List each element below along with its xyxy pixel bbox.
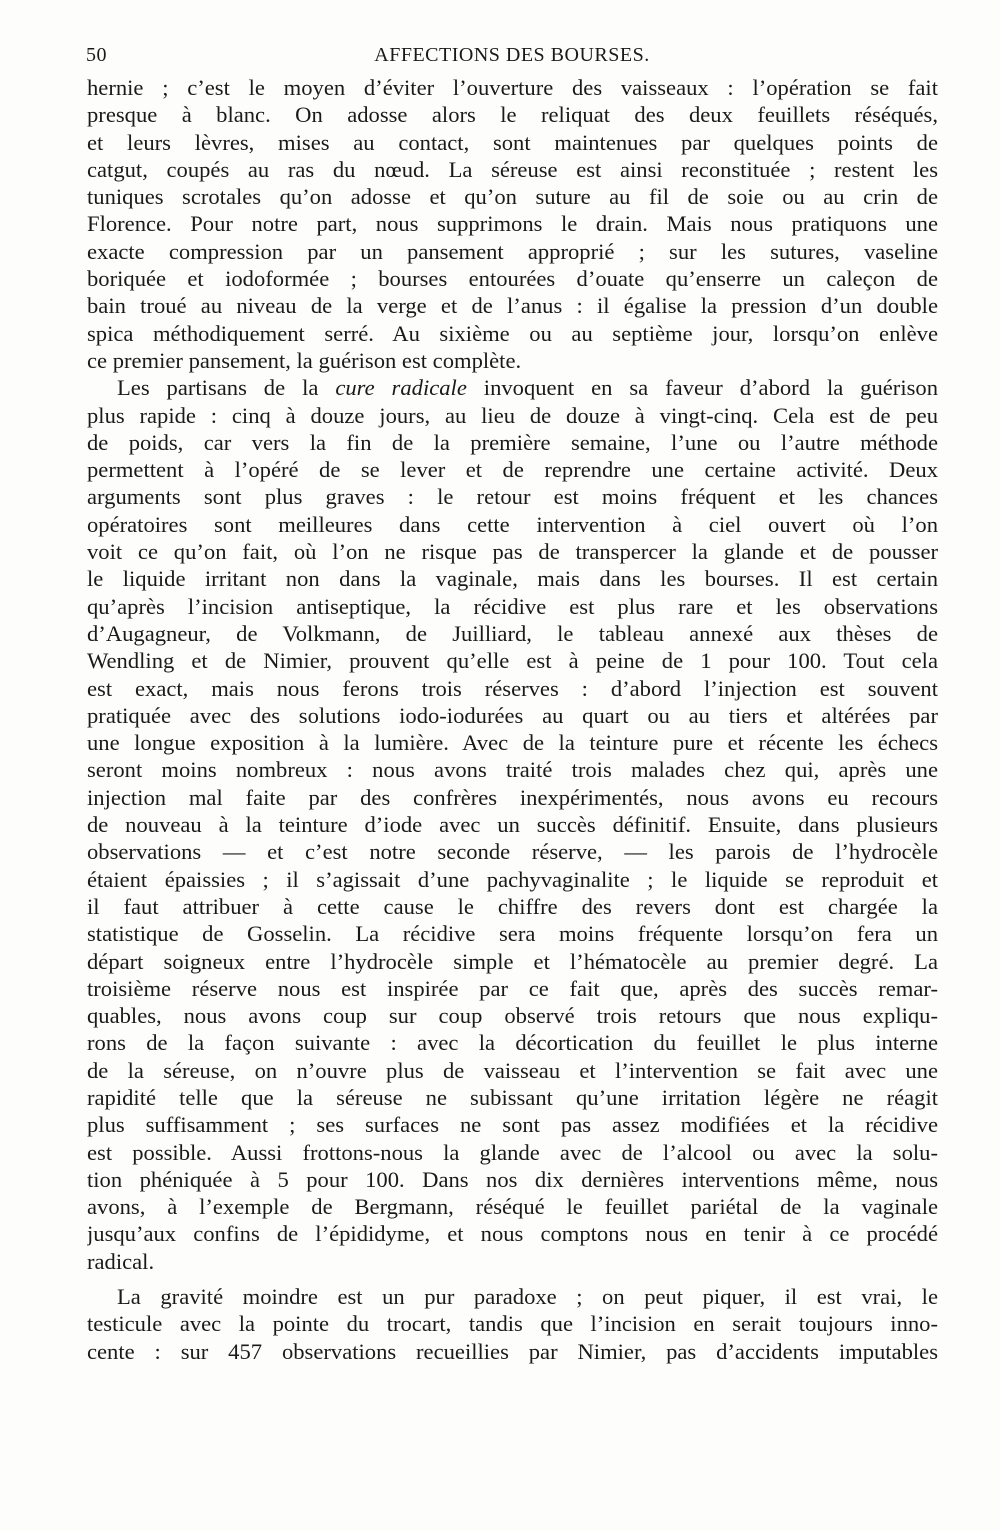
- text-line: de la séreuse, on n’ouvre plus de vaisseau et l’intervention se fait avec une: [87, 1057, 938, 1083]
- text-line: exacte compression par un pansement approprié ; sur les sutures, vaseline: [87, 238, 938, 264]
- text-line: opératoires sont meilleures dans cette intervention à ciel ouvert où l’on: [87, 511, 938, 537]
- text-line: et leurs lèvres, mises au contact, sont maintenues par quelques points de: [87, 129, 938, 155]
- paragraph-gap: [87, 1275, 938, 1283]
- text-line: pratiquée avec des solutions iodo-iodurées au quart ou au tiers et altérées par: [87, 702, 938, 728]
- text-line: voit ce qu’on fait, où l’on ne risque pas de transpercer la glande et de pousser: [87, 539, 938, 565]
- paragraph: [87, 374, 938, 1275]
- text-line: plus rapide : cinq à douze jours, au lieu de douze à vingt-cinq. Cela est de peu: [87, 402, 938, 428]
- text-line: cente : sur 457 observations recueillies par Nimier, pas d’accidents imputables: [87, 1338, 938, 1364]
- page-number: 50: [86, 44, 107, 66]
- running-head: [86, 40, 938, 72]
- text-line: hernie ; c’est le moyen d’éviter l’ouverture des vaisseaux : l’opération se fait: [87, 75, 938, 100]
- text-line: Florence. Pour notre part, nous supprimons le drain. Mais nous pratiquons une: [87, 211, 938, 237]
- text-line: de nouveau à la teinture d’iode avec un succès définitif. Ensuite, dans plusieurs: [87, 812, 938, 838]
- text-line: le liquide irritant non dans la vaginale, mais dans les bourses. Il est certain: [87, 566, 938, 592]
- text-line: ce premier pansement, la guérison est complète.: [87, 347, 522, 373]
- text-line: rons de la façon suivante : avec la décortication du feuillet le plus interne: [87, 1030, 938, 1056]
- paragraph: [87, 1283, 938, 1365]
- text-line: injection mal faite par des confrères inexpérimentés, nous avons eu recours: [87, 784, 938, 810]
- paragraph: [87, 74, 938, 374]
- text-line: tuniques scrotales qu’on adosse et qu’on suture au fil de soie ou au crin de: [87, 184, 938, 210]
- text-line: tion phéniquée à 5 pour 100. Dans nos dix dernières interventions même, nous: [87, 1166, 938, 1192]
- text-line: il faut attribuer à cette cause le chiffre des revers dont est chargée la: [87, 893, 938, 919]
- text-line: bain troué au niveau de la verge et de l’anus : il égalise la pression d’un double: [87, 293, 938, 319]
- text-line: arguments sont plus graves : le retour est moins fréquent et les chances: [87, 484, 938, 510]
- text-line: boriquée et iodoformée ; bourses entourées d’ouate qu’enserre un caleçon de: [87, 266, 938, 292]
- text-line: avons, à l’exemple de Bergmann, réséqué le feuillet pariétal de la vaginale: [87, 1194, 938, 1220]
- text-line: seront moins nombreux : nous avons traité trois malades chez qui, après une: [87, 757, 938, 783]
- text-line: radical.: [87, 1248, 155, 1274]
- text-line: qu’après l’incision antiseptique, la récidive est plus rare et les observations: [87, 593, 938, 619]
- text-line: étaient épaissies ; il s’agissait d’une pachyvaginalite ; le liquide se reproduit et: [87, 866, 938, 892]
- text-line: catgut, coupés au ras du nœud. La séreuse est ainsi reconstituée ; restent les: [87, 156, 938, 182]
- text-line: spica méthodiquement serré. Au sixième ou au septième jour, lorsqu’on enlève: [87, 320, 938, 346]
- text-line: plus suffisamment ; ses surfaces ne sont pas assez modifiées et la récidive: [87, 1112, 938, 1138]
- text-line: permettent à l’opéré de se lever et de reprendre une certaine activité. Deux: [87, 457, 938, 483]
- text-line: une longue exposition à la lumière. Avec de la teinture pure et récente les échecs: [87, 730, 938, 756]
- text-line: quables, nous avons coup sur coup observé trois retours que nous expliqu-: [87, 1003, 938, 1029]
- text-run: invoquent en sa faveur d’abord la guérison: [466, 375, 938, 401]
- text-line: de poids, car vers la fin de la première semaine, l’une ou l’autre méthode: [87, 429, 938, 455]
- text-line: testicule avec la pointe du trocart, tandis que l’incision en serait toujours inno-: [87, 1311, 938, 1337]
- text-line: statistique de Gosselin. La récidive sera moins fréquente lorsqu’on fera un: [87, 921, 938, 947]
- text-line: départ soigneux entre l’hydrocèle simple et l’hématocèle au premier degré. La: [87, 948, 938, 974]
- text-line: La gravité moindre est un pur paradoxe ; on peut piquer, il est vrai, le: [117, 1284, 938, 1310]
- text-line: troisième réserve nous est inspirée par ce fait que, après des succès remar-: [87, 975, 938, 1001]
- text-line: est possible. Aussi frottons-nous la glande avec de l’alcool ou avec la solu-: [87, 1139, 938, 1165]
- text-line: est exact, mais nous ferons trois réserves : d’abord l’injection est souvent: [87, 675, 938, 701]
- text-line: jusqu’aux confins de l’épididyme, et nous comptons nous en tenir à ce procédé: [87, 1221, 938, 1247]
- text-line: [87, 374, 938, 401]
- italic-term: cure radicale: [335, 375, 467, 401]
- running-title: AFFECTIONS DES BOURSES.: [374, 44, 650, 66]
- text-run: Les partisans de la: [117, 375, 336, 401]
- text-line: Wendling et de Nimier, prouvent qu’elle est à peine de 1 pour 100. Tout cela: [87, 648, 938, 674]
- text-line: rapidité telle que la séreuse ne subissant qu’une irritation légère ne réagit: [87, 1084, 938, 1110]
- body-text: [87, 74, 938, 1365]
- text-line: d’Augagneur, de Volkmann, de Juilliard, le tableau annexé aux thèses de: [87, 620, 938, 646]
- text-line: observations — et c’est notre seconde réserve, — les parois de l’hydrocèle: [87, 839, 938, 865]
- text-line: presque à blanc. On adosse alors le reliquat des deux feuillets réséqués,: [87, 102, 938, 128]
